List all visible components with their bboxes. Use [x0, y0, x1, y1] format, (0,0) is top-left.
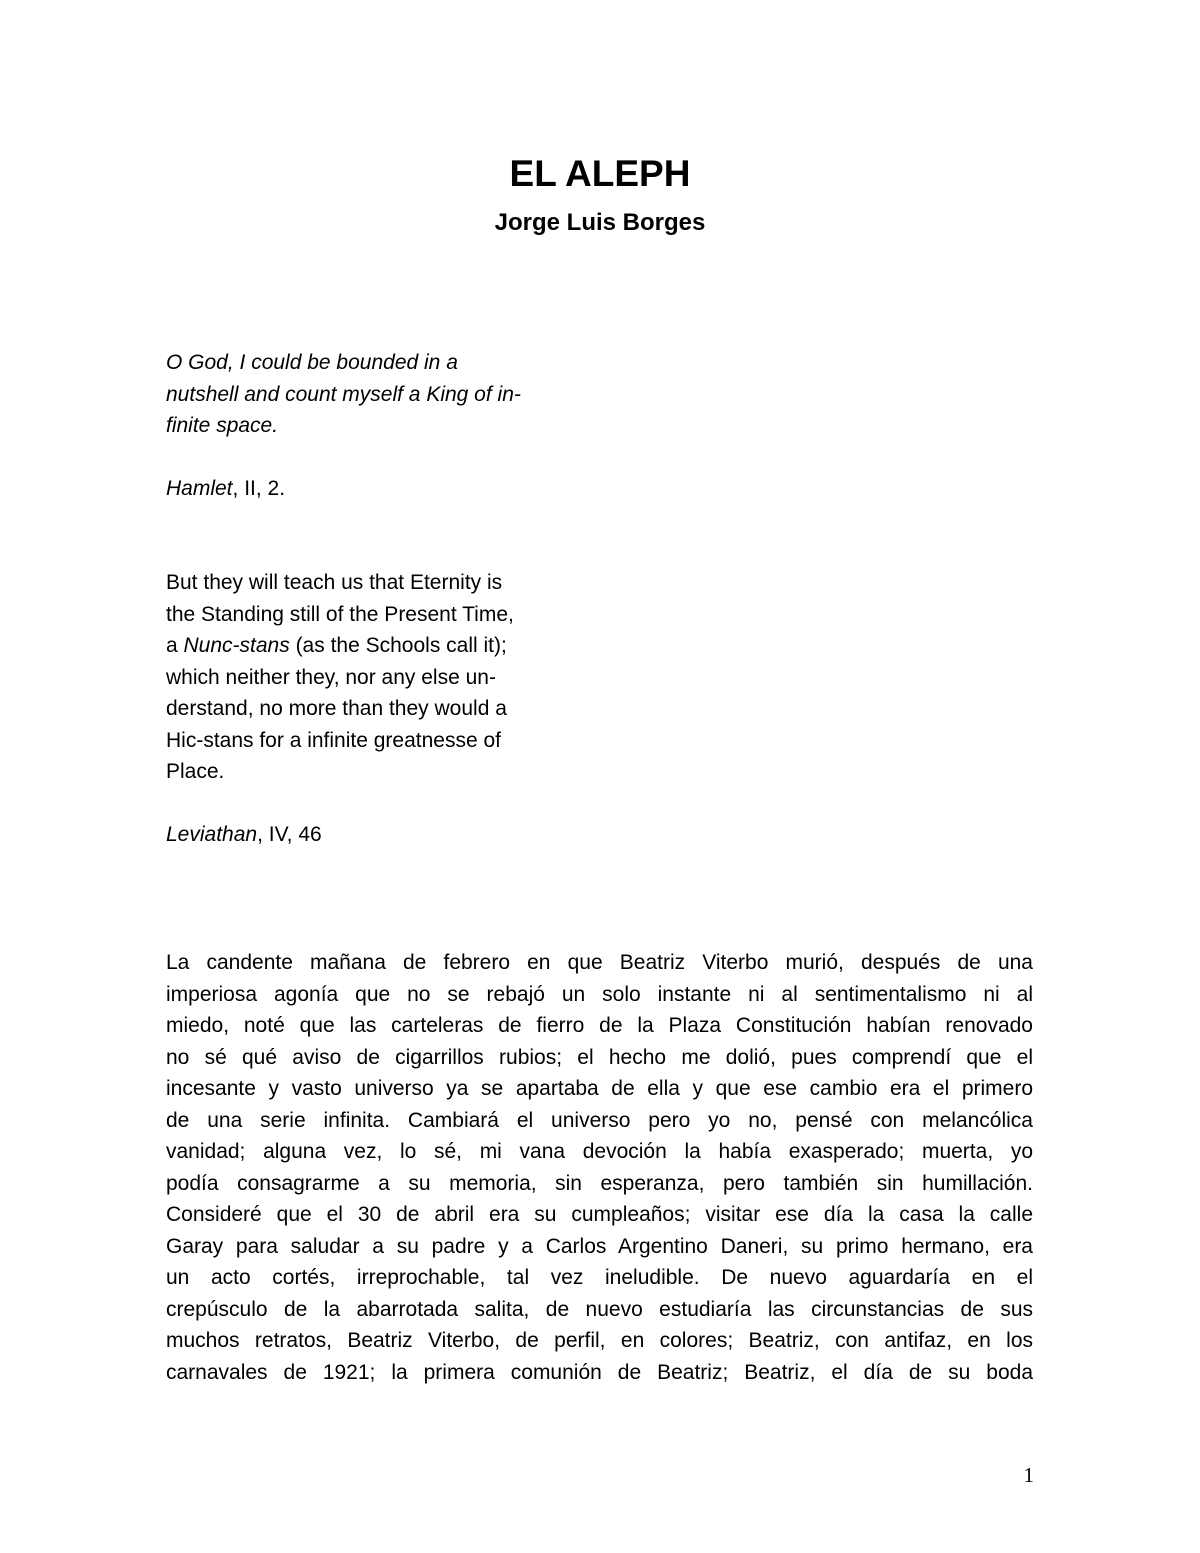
epigraph-hamlet: [166, 347, 586, 442]
body-line: Garay para saludar a su padre y a Carlos Argentino Daneri, su primo hermano, era: [166, 1234, 1033, 1258]
epigraph-line: But they will teach us that Eternity is: [166, 571, 503, 594]
body-line: imperiosa agonía que no se rebajó un solo instante ni al sentimentalismo ni al: [166, 982, 1033, 1006]
body-line: no sé qué aviso de cigarrillos rubios; el hecho me dolió, pues comprendí que el: [166, 1045, 1033, 1069]
epigraph-text: (as the Schools call it);: [289, 634, 507, 657]
epigraph-text: a: [166, 634, 184, 657]
citation-rest: , II, 2.: [232, 477, 286, 500]
epigraph-citation-leviathan: [166, 819, 586, 851]
body-line: La candente mañana de febrero en que Beatriz Viterbo murió, después de una: [166, 951, 1033, 974]
epigraph-italic-term: Nunc-stans: [183, 634, 290, 657]
body-line: podía consagrarme a su memoria, sin esperanza, pero también sin humillación.: [166, 1171, 1033, 1195]
document-title: EL ALEPH: [509, 153, 691, 194]
body-line: de una serie infinita. Cambiará el universo pero yo no, pensé con melancólica: [166, 1108, 1033, 1132]
body-line: crepúsculo de la abarrotada salita, de nuevo estudiaría las circunstancias de sus: [166, 1297, 1033, 1321]
epigraph-line: Place.: [166, 760, 225, 783]
citation-work: Hamlet: [166, 477, 233, 500]
citation-work: Leviathan: [166, 823, 258, 846]
epigraph-line: O God, I could be bounded in a: [166, 351, 458, 374]
epigraph-leviathan: [166, 567, 586, 788]
epigraph-line: Hic-stans for a infinite greatnesse of: [166, 728, 501, 752]
body-line: incesante y vasto universo ya se apartaba de ella y que ese cambio era el primero: [166, 1077, 1033, 1100]
body-line: miedo, noté que las carteleras de fierro de la Plaza Constitución habían renovado: [166, 1014, 1033, 1037]
epigraph-line: the Standing still of the Present Time,: [166, 602, 514, 626]
body-paragraph: [166, 947, 1033, 1388]
epigraph-citation-hamlet: [166, 473, 586, 505]
epigraph-line: finite space.: [166, 414, 279, 437]
author-name: Jorge Luis Borges: [494, 209, 706, 236]
epigraph-line: [166, 630, 586, 662]
citation-rest: , IV, 46: [257, 823, 322, 846]
citation-line: [166, 819, 586, 851]
body-line: Consideré que el 30 de abril era su cumpleaños; visitar ese día la casa la calle: [166, 1203, 1033, 1226]
body-line: un acto cortés, irreprochable, tal vez ineludible. De nuevo aguardaría en el: [166, 1266, 1033, 1289]
epigraph-line: which neither they, nor any else un-: [166, 665, 496, 689]
body-line: muchos retratos, Beatriz Viterbo, de perfil, en colores; Beatriz, con antifaz, en los: [166, 1329, 1033, 1352]
body-line: carnavales de 1921; la primera comunión de Beatriz; Beatriz, el día de su boda: [166, 1360, 1033, 1384]
body-line: vanidad; alguna vez, lo sé, mi vana devoción la había exasperado; muerta, yo: [166, 1140, 1033, 1163]
epigraph-line: derstand, no more than they would a: [166, 697, 507, 720]
citation-line: [166, 473, 586, 505]
epigraph-line: nutshell and count myself a King of in-: [166, 382, 521, 406]
page-number: 1: [1023, 1463, 1034, 1487]
